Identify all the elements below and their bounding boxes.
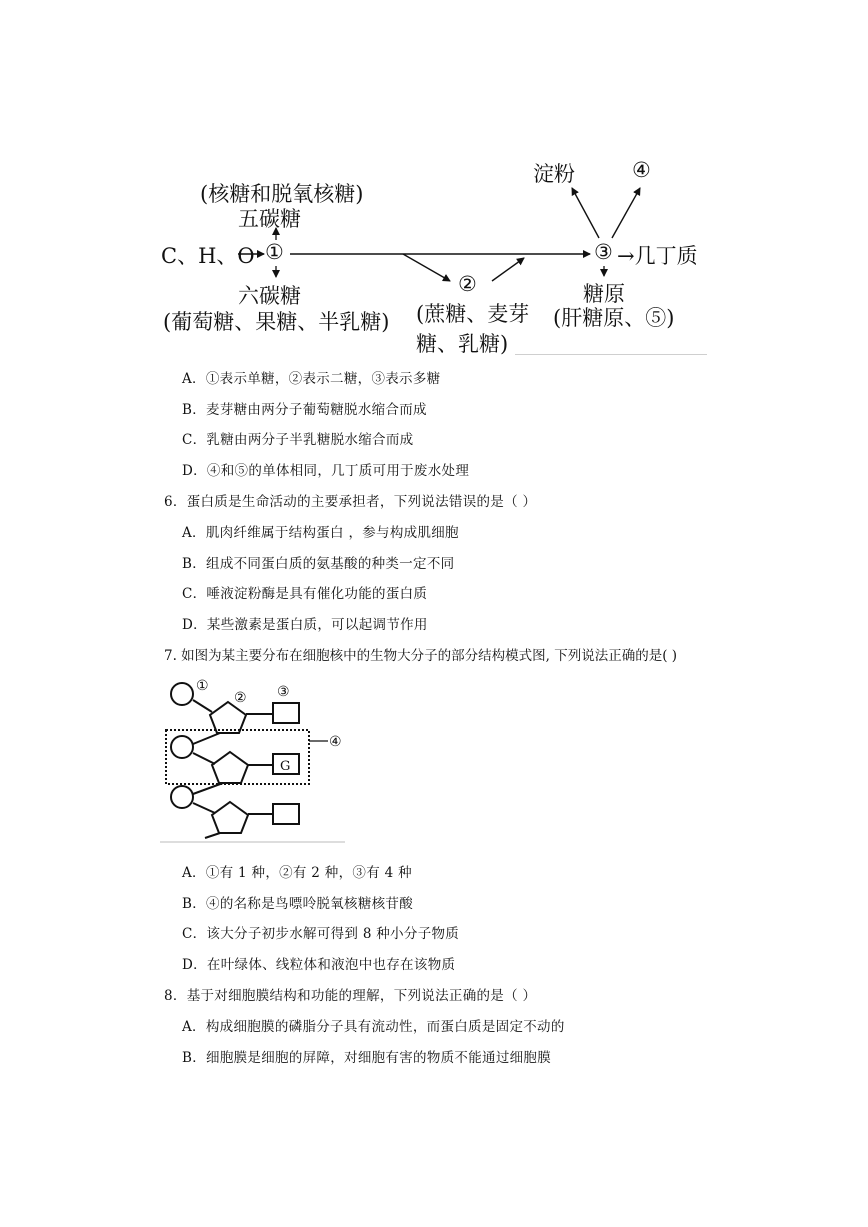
pentose-detail: (核糖和脱氧核糖) bbox=[200, 182, 364, 206]
base-g-label: G bbox=[280, 759, 291, 774]
q7-option-a: A．①有 1 种，②有 2 种，③有 4 种 bbox=[182, 865, 412, 881]
label-3: ③ bbox=[594, 240, 613, 264]
q7-stem: 7. 如图为某主要分布在细胞核中的生物大分子的部分结构模式图, 下列说法正确的是( ) bbox=[164, 648, 678, 664]
q6-option-d: D．某些激素是蛋白质，可以起调节作用 bbox=[182, 617, 428, 633]
nucleotide-chain-figure bbox=[160, 672, 350, 847]
starch-label: 淀粉 bbox=[533, 162, 575, 186]
q5-option-a: A．①表示单糖，②表示二糖，③表示多糖 bbox=[182, 371, 441, 387]
q6-stem: 6．蛋白质是生命活动的主要承担者，下列说法错误的是（ ） bbox=[164, 494, 537, 510]
q7-option-c: C．该大分子初步水解可得到 8 种小分子物质 bbox=[182, 926, 460, 942]
figure-label-4: ④ bbox=[329, 734, 342, 750]
figure-label-3: ③ bbox=[277, 684, 290, 700]
label-2: ② bbox=[458, 272, 477, 296]
chitin-label: →几丁质 bbox=[617, 244, 698, 268]
q5-option-b: B．麦芽糖由两分子葡萄糖脱水缩合而成 bbox=[182, 402, 427, 418]
q7-option-b: B．④的名称是鸟嘌呤脱氧核糖核苷酸 bbox=[182, 896, 414, 912]
q7-option-d: D．在叶绿体、线粒体和液泡中也存在该物质 bbox=[182, 957, 456, 973]
q6-option-a: A．肌肉纤维属于结构蛋白 ，参与构成肌细胞 bbox=[182, 525, 459, 541]
glycogen-detail: (肝糖原、⑤) bbox=[553, 306, 675, 330]
disaccharide-line2: 糖、乳糖) bbox=[416, 332, 509, 356]
label-4: ④ bbox=[632, 158, 651, 182]
pentose-label: 五碳糖 bbox=[238, 207, 301, 231]
q8-option-b: B．细胞膜是细胞的屏障，对细胞有害的物质不能通过细胞膜 bbox=[182, 1050, 552, 1066]
q5-option-c: C．乳糖由两分子半乳糖脱水缩合而成 bbox=[182, 432, 414, 448]
glycogen-label: 糖原 bbox=[583, 282, 625, 306]
label-1: ① bbox=[265, 240, 284, 264]
hexose-detail: (葡萄糖、果糖、半乳糖) bbox=[163, 310, 390, 334]
hexose-label: 六碳糖 bbox=[238, 284, 301, 308]
figure-label-2: ② bbox=[234, 690, 247, 706]
figure-label-1: ① bbox=[196, 678, 209, 694]
elements-label: C、H、O bbox=[161, 244, 255, 268]
q6-option-b: B．组成不同蛋白质的氨基酸的种类一定不同 bbox=[182, 556, 455, 572]
disaccharide-line1: (蔗糖、麦芽 bbox=[416, 302, 530, 326]
divider bbox=[515, 354, 707, 355]
q8-stem: 8．基于对细胞膜结构和功能的理解，下列说法正确的是（ ） bbox=[164, 988, 537, 1004]
q8-option-a: A．构成细胞膜的磷脂分子具有流动性，而蛋白质是固定不动的 bbox=[182, 1019, 565, 1035]
q5-option-d: D．④和⑤的单体相同，几丁质可用于废水处理 bbox=[182, 463, 470, 479]
q6-option-c: C．唾液淀粉酶是具有催化功能的蛋白质 bbox=[182, 586, 428, 602]
